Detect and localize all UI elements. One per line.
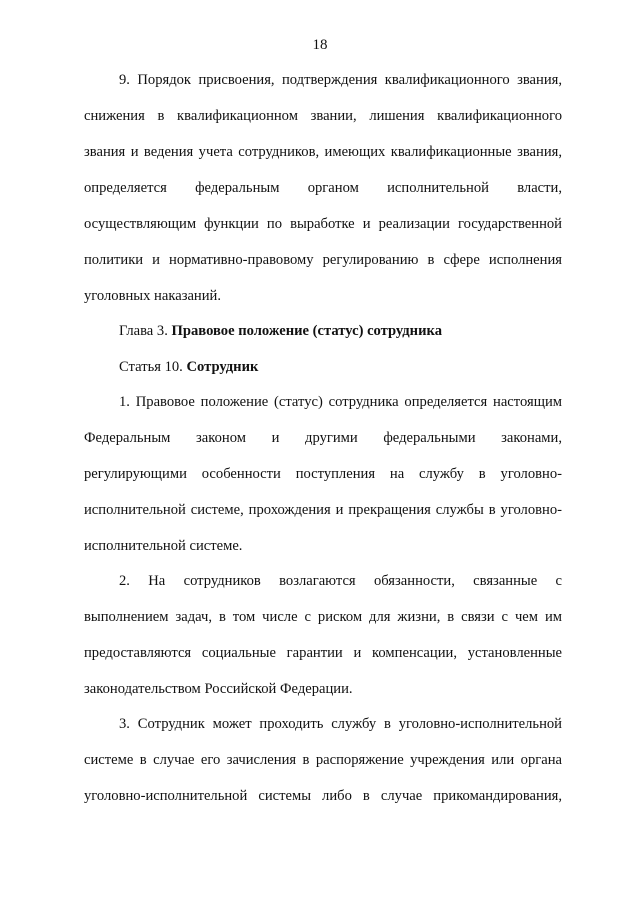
item-9-line: звания и ведения учета сотрудников, имеющих квалификационные звания,	[84, 144, 562, 160]
paragraph-2-line: предоставляются социальные гарантии и компенсации, установленные	[84, 645, 562, 661]
article-heading	[119, 358, 562, 376]
item-9-line: снижения в квалификационном звании, лишения квалификационного	[84, 108, 562, 124]
paragraph-2-line: выполнением задач, в том числе с риском для жизни, в связи с чем им	[84, 609, 562, 625]
paragraph-2-line: 2. На сотрудников возлагаются обязанности, связанные с	[119, 573, 562, 589]
paragraph-3-line: уголовно-исполнительной системы либо в случае прикомандирования,	[84, 788, 562, 804]
paragraph-1-line: Федеральным законом и другими федеральными законами,	[84, 430, 562, 446]
item-9-line: уголовных наказаний.	[84, 288, 222, 304]
paragraph-2-line: законодательством Российской Федерации.	[84, 681, 353, 697]
paragraph-1-line: 1. Правовое положение (статус) сотрудника определяется настоящим	[119, 394, 562, 410]
chapter-heading	[119, 322, 562, 340]
paragraph-1-line: исполнительной системе.	[84, 538, 243, 554]
chapter-title: Правовое положение (статус) сотрудника	[171, 323, 442, 339]
item-9-line: 9. Порядок присвоения, подтверждения квалификационного звания,	[119, 72, 562, 88]
item-9-line: политики и нормативно-правовому регулированию в сфере исполнения	[84, 252, 562, 268]
page-number: 18	[312, 37, 328, 53]
item-9-line: определяется федеральным органом исполнительной власти,	[84, 180, 562, 196]
paragraph-1-line: регулирующими особенности поступления на службу в уголовно-	[84, 466, 562, 482]
paragraph-3-line: 3. Сотрудник может проходить службу в уголовно-исполнительной	[119, 716, 562, 732]
item-9-line: осуществляющим функции по выработке и реализации государственной	[84, 216, 562, 232]
chapter-prefix: Глава 3.	[119, 323, 172, 339]
article-prefix: Статья 10.	[119, 359, 187, 375]
article-title: Сотрудник	[186, 359, 259, 375]
paragraph-1-line: исполнительной системе, прохождения и прекращения службы в уголовно-	[84, 502, 562, 518]
paragraph-3-line: системе в случае его зачисления в распоряжение учреждения или органа	[84, 752, 562, 768]
